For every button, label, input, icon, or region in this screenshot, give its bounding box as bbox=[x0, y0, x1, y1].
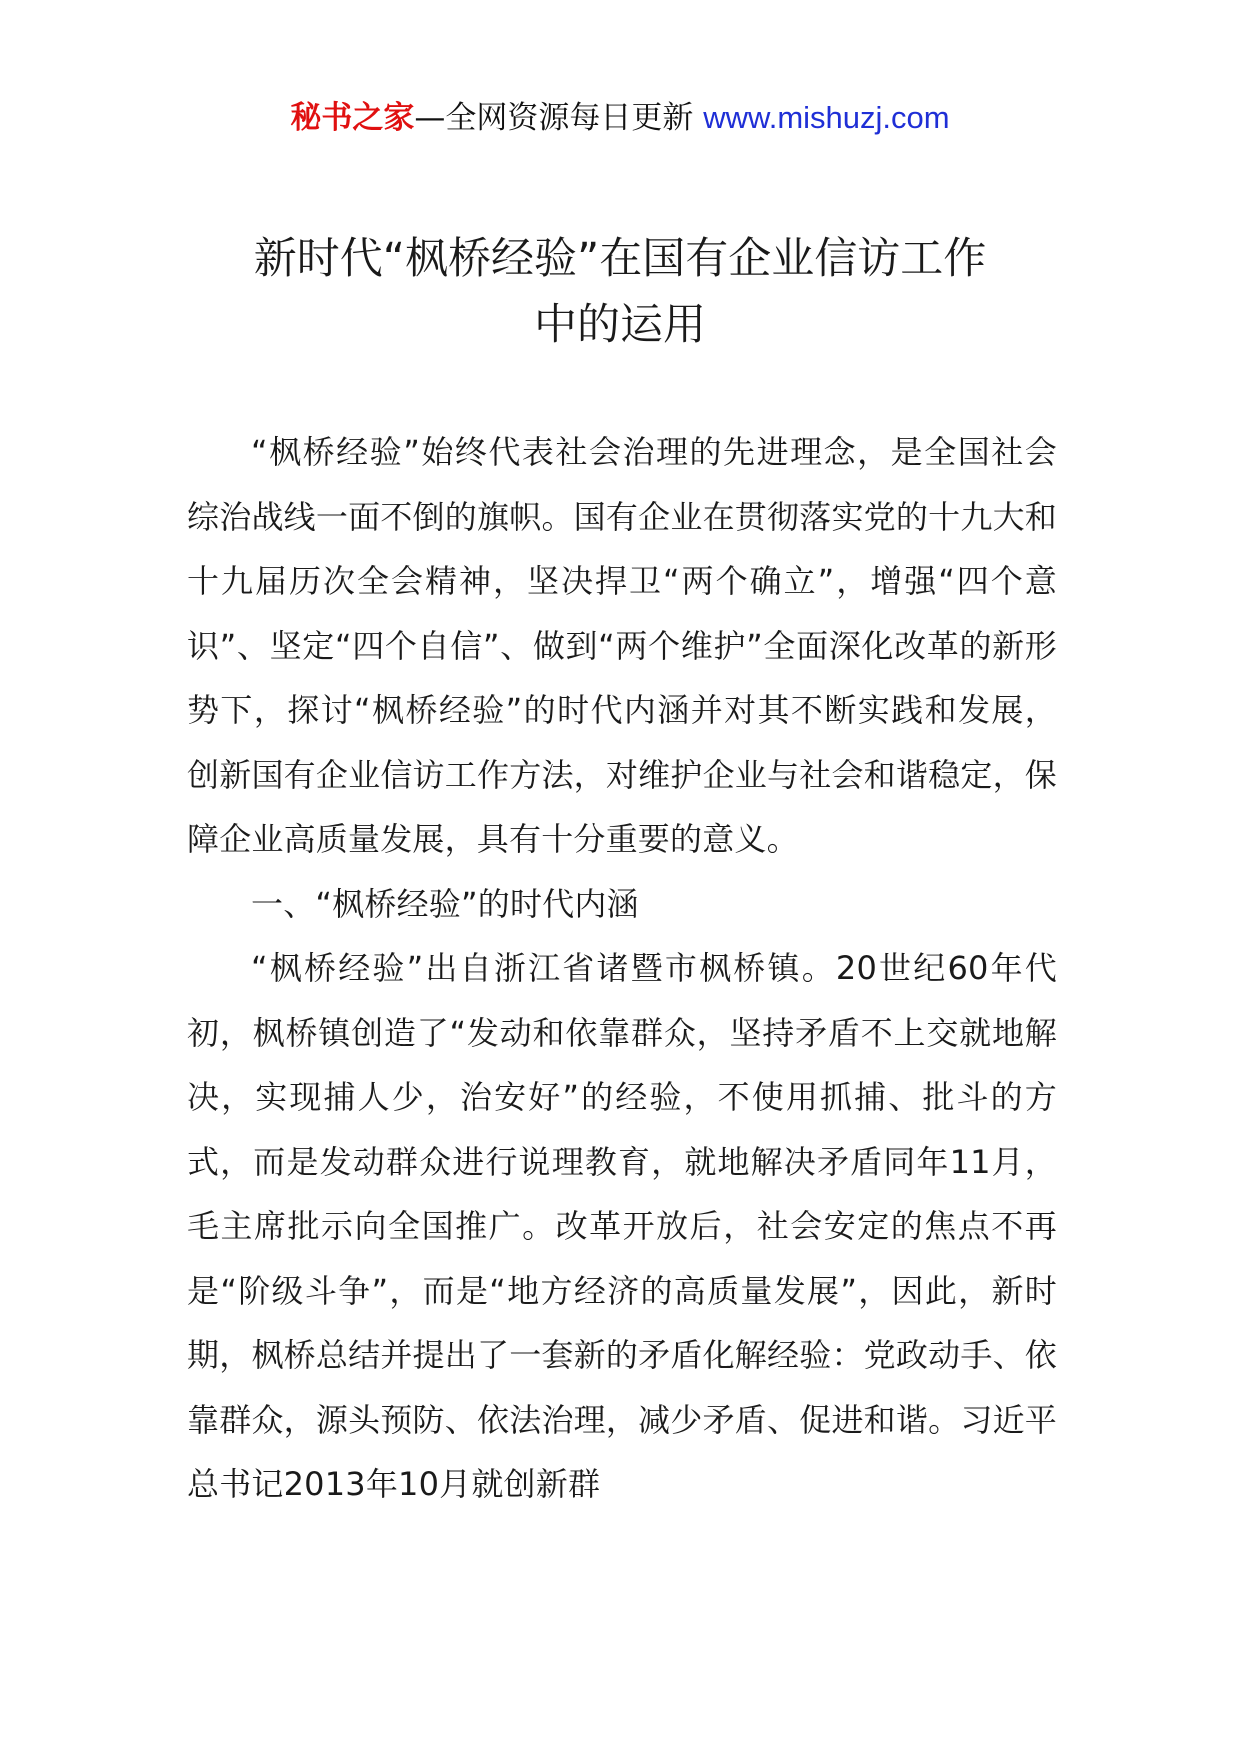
site-header bbox=[0, 98, 1240, 138]
site-url-link[interactable]: www.mishuzj.com bbox=[703, 100, 950, 135]
brand-name: 秘书之家 bbox=[290, 100, 415, 136]
site-slogan: —全网资源每日更新 bbox=[414, 100, 704, 136]
title-line-2: 中的运用 bbox=[534, 300, 706, 350]
body-paragraph: “枫桥经验”出自浙江省诸暨市枫桥镇。20世纪60年代初，枫桥镇创造了“发动和依靠群众，坚持矛盾不上交就地解决，实现捕人少，治安好”的经验，不使用抓捕、批斗的方式，而是发动群众进行说理教育，就地解决矛盾同年11月，毛主席批示向全国推广。改革开放后，社会安定的焦点不再是“阶级斗争”，而是“地方经济的高质量发展”，因此，新时期，枫桥总结并提出了一套新的矛盾化解经验：党政动手、依靠群众，源头预防、依法治理，减少矛盾、促进和谐。习近平总书记2013年10月就创新群 bbox=[187, 949, 1057, 1503]
intro-paragraph: “枫桥经验”始终代表社会治理的先进理念，是全国社会综治战线一面不倒的旗帜。国有企业在贯彻落实党的十九大和十九届历次全会精神，坚决捍卫“两个确立”，增强“四个意识”、坚定“四个自信”、做到“两个维护”全面深化改革的新形势下，探讨“枫桥经验”的时代内涵并对其不断实践和发展，创新国有企业信访工作方法，对维护企业与社会和谐稳定，保障企业高质量发展，具有十分重要的意义。 bbox=[187, 433, 1057, 858]
document-body bbox=[187, 420, 1057, 1517]
section-heading: 一、“枫桥经验”的时代内涵 bbox=[251, 884, 639, 923]
title-line-1: 新时代“枫桥经验”在国有企业信访工作 bbox=[253, 234, 987, 284]
document-title bbox=[160, 226, 1080, 358]
